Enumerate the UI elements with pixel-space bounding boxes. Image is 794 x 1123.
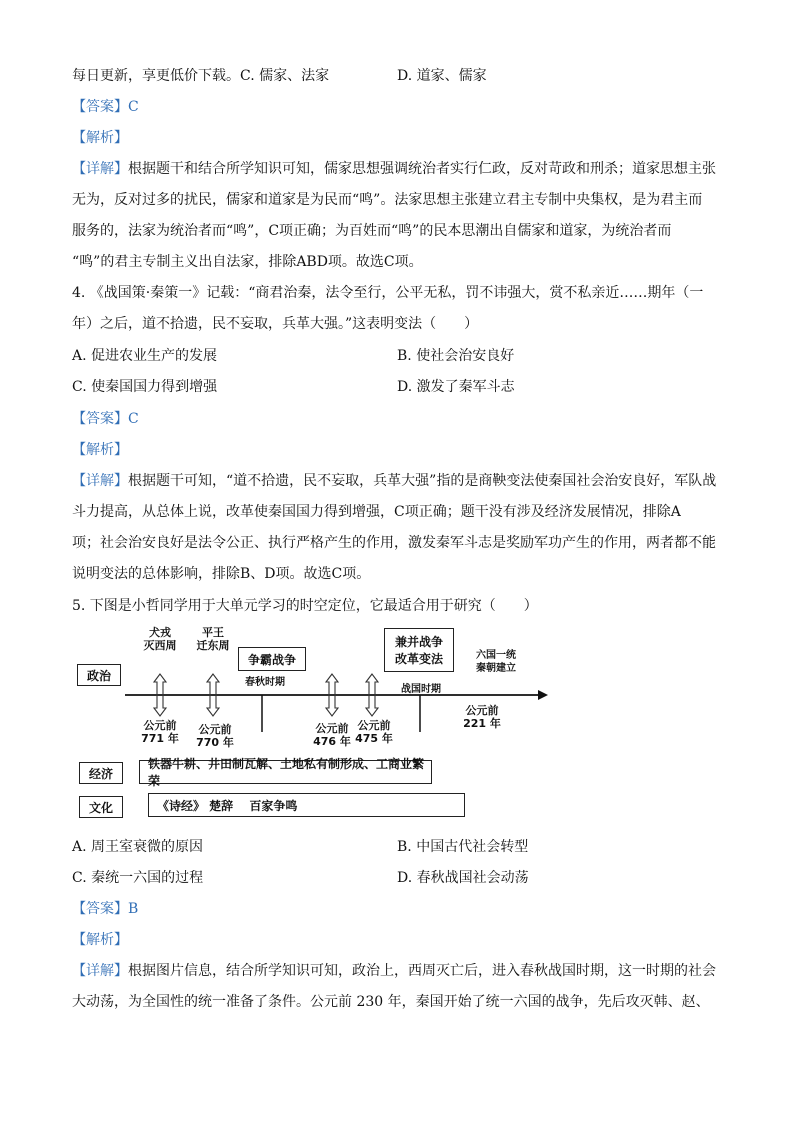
q3-answer [72,97,139,117]
event-pingwang: 平王 迁东周 [196,626,230,652]
timeline-diagram [70,622,550,827]
date-771: 公元前 771 年 [141,719,179,745]
q5-option-a: A. 周王室衰微的原因 [72,839,204,855]
q5-detail-line-1: 【详解】根据图片信息，结合所学知识可知，政治上，西周灭亡后，进入春秋战国时期，这一时期的社会 [72,963,716,979]
detail-label: 【详解】 [72,473,128,489]
q5-answer [72,899,138,919]
date-475: 公元前 475 年 [355,719,393,745]
detail-label: 【详解】 [72,161,128,177]
answer-value: B [128,901,139,917]
detail-label: 【详解】 [72,963,128,979]
culture-label: 文化 [79,796,123,818]
event-unification: 六国一统 秦朝建立 [476,650,516,674]
q3-detail-line-2: 无为，反对过多的扰民，儒家和道家是为民而“鸣”。法家思想主张建立君主专制中央集权，是为君主而 [72,192,703,208]
answer-value: C [128,99,139,115]
answer-label: 【答案】 [72,99,128,115]
q4-detail-line-2: 斗力提高，从总体上说，改革使秦国国力得到增强，C项正确；题干没有涉及经济发展情况，排除A [72,504,681,520]
q5-option-c: C. 秦统一六国的过程 [72,870,204,886]
q3-detail-line-1: 【详解】根据题干和结合所学知识可知，儒家思想强调统治者实行仁政，反对苛政和刑杀；道家思想主张 [72,161,716,177]
period-chunqiu: 春秋时期 [245,677,285,688]
q3-detail-line-3: 服务的，法家为统治者而“鸣”，C项正确；为百姓而“鸣”的民本思潮出自儒家和道家，为统治者而 [72,223,672,239]
q3-option-d: D. 道家、儒家 [397,68,487,84]
date-770: 公元前 770 年 [196,723,234,749]
q4-detail-line-1: 【详解】根据题干可知，“道不拾遗，民不妄取，兵革大强”指的是商鞅变法使秦国社会治安良好，军队战 [72,473,717,489]
box-hegemony-war: 争霸战争 [238,647,306,671]
q3-analysis-label: 【解析】 [72,130,128,146]
economy-label: 经济 [79,762,123,784]
q4-option-a: A. 促进农业生产的发展 [72,348,218,364]
q4-option-c: C. 使秦国国力得到增强 [72,379,218,395]
q3-option-c: 每日更新，享更低价下载。C. 儒家、法家 [72,68,330,84]
answer-label: 【答案】 [72,901,128,917]
q5-stem: 5. 下图是小哲同学用于大单元学习的时空定位，它最适合用于研究（ ） [72,598,538,614]
q5-option-d: D. 春秋战国社会动荡 [397,870,529,886]
q4-option-b: B. 使社会治安良好 [397,348,515,364]
answer-label: 【答案】 [72,411,128,427]
q5-option-b: B. 中国古代社会转型 [397,839,529,855]
q4-detail-line-4: 说明变法的总体影响，排除B、D项。故选C项。 [72,566,371,582]
event-quanrong: 犬戎 灭西周 [143,626,177,652]
culture-content: 《诗经》 楚辞 百家争鸣 [148,793,465,817]
period-zhanguo: 战国时期 [401,684,441,695]
box-reform: 兼并战争 改革变法 [384,628,454,672]
q4-stem-line-1: 4. 《战国策·秦策一》记载：“商君治秦，法令至行，公平无私，罚不讳强大，赏不私亲近……期年（一 [72,285,704,301]
date-476: 公元前 476 年 [313,722,351,748]
politics-label: 政治 [77,664,121,686]
answer-value: C [128,411,139,427]
economy-content: 铁器牛耕、井田制瓦解、土地私有制形成、工商业繁荣 [139,760,432,784]
q4-analysis-label: 【解析】 [72,442,128,458]
q4-stem-line-2: 年）之后，道不拾遗，民不妄取，兵革大强。”这表明变法（ ） [72,316,479,332]
q4-detail-line-3: 项；社会治安良好是法令公正、执行严格产生的作用，激发秦军斗志是奖励军功产生的作用，两者都不能 [72,535,716,551]
q5-detail-line-2: 大动荡，为全国性的统一准备了条件。公元前 230 年，秦国开始了统一六国的战争，先后攻灭韩、赵、 [72,994,710,1010]
q3-detail-line-4: “鸣”的君主专制主义出自法家，排除ABD项。故选C项。 [72,254,423,270]
q4-option-d: D. 激发了秦军斗志 [397,379,515,395]
q4-answer [72,409,139,429]
q5-analysis-label: 【解析】 [72,932,128,948]
date-221: 公元前 221 年 [463,704,501,730]
